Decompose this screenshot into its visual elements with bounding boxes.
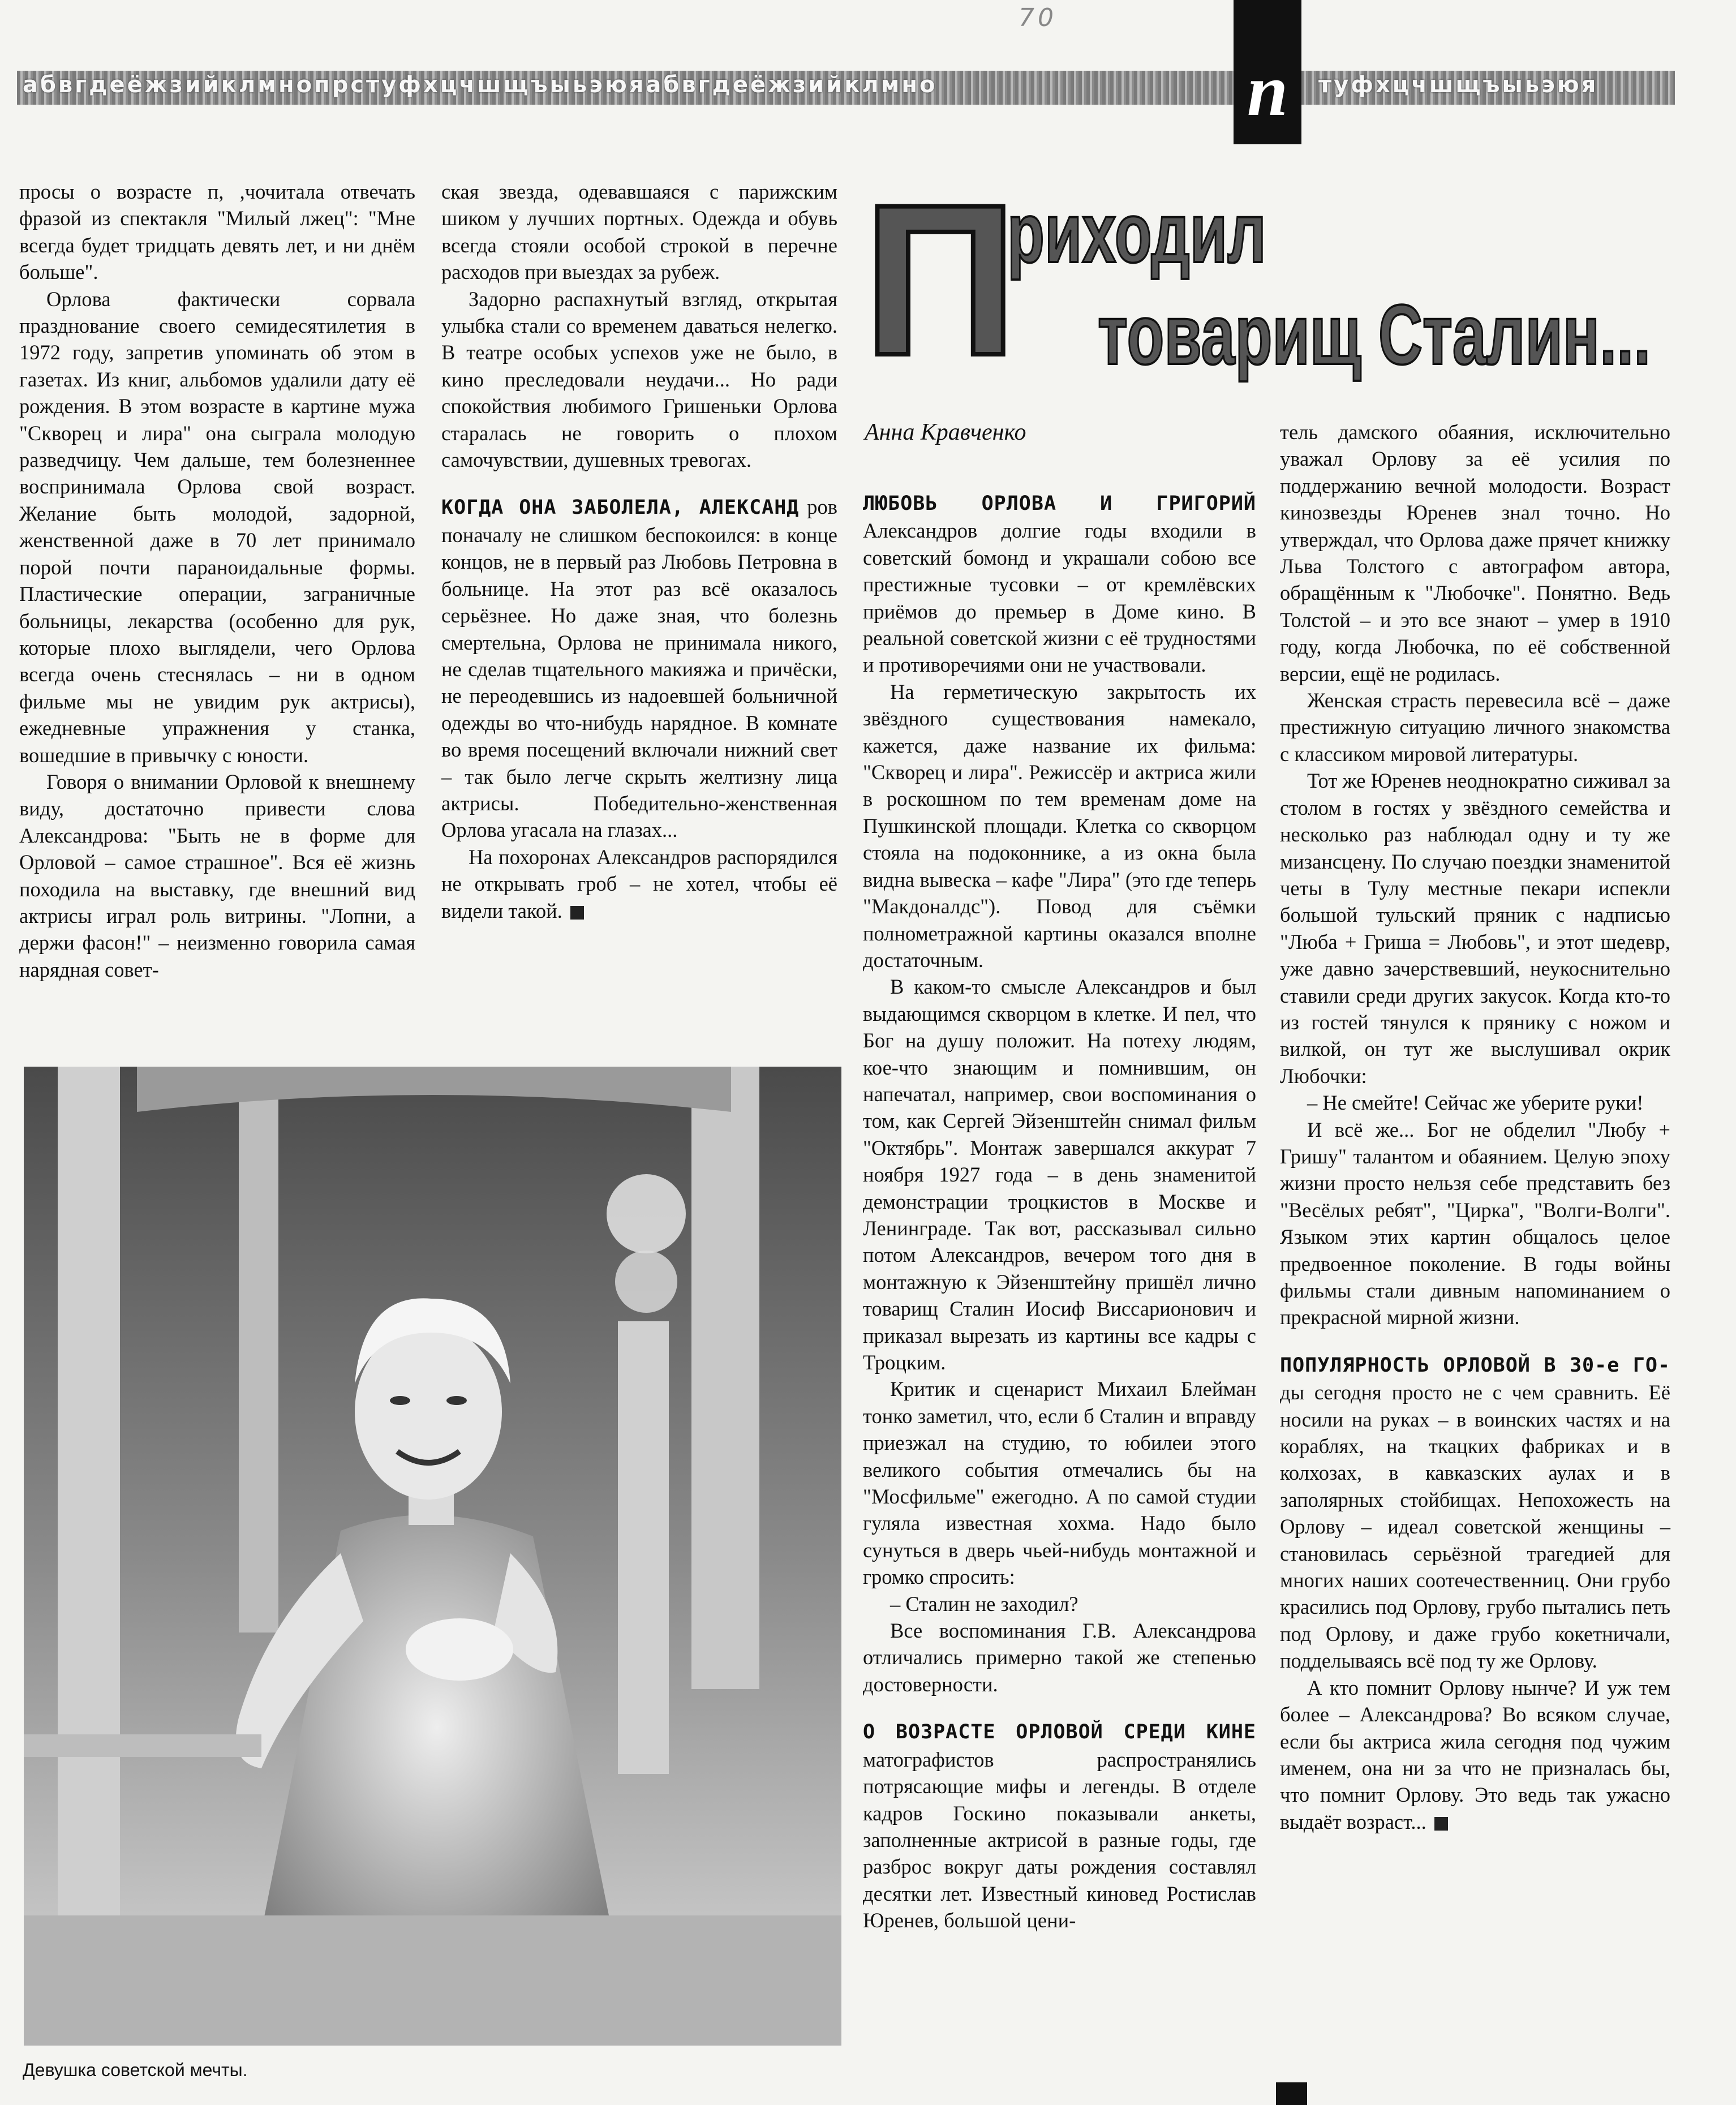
paragraph: В каком-то смысле Александров и был выдающимся скворцом в клетке. И пел, что Бог на душу положит. На потеху людям, кое-что знающим и помнившим, он напечатал, например, свои воспоминания о том, как Сергей Эйзенштейн снимал фильм "Октябрь". Монтаж завершался аккурат 7 ноября 1927 года – в день знаменитой демонстрации троцкистов в Москве и Ленинграде. Так вот, рассказывал сильно потом Александров, вечером того дня в монтажную к Эйзенштейну пришёл лично товарищ Сталин Иосиф Виссарионович и приказал вырезать из картины все кадры с Троцким. xyxy=(863,975,1256,1374)
paragraph: Тот же Юренев неоднократно сиживал за столом в гостях у звёздного семейства и несколько раз наблюдал одну и ту же мизансцену. По случаю поездки знаменитой четы в Тулу местные пекари испекли большой тульский пряник с надписью "Люба + Гриша = Любовь", и этот шедевр, уже давно зачерствевший, неукоснительно ставили среди других закусок. Когда кто-то из гостей тянулся к прянику с ножом и вилкой, он тут же выслушивал окрик Любочки: xyxy=(1280,769,1670,1088)
paragraph-text: матографистов распространялись потрясающие мифы и легенды. В отделе кадров Госкино показывали анкеты, заполненные актрисой в разные годы, где разброс вокруг даты рождения составлял десятки лет. Известный киновед Ростислав Юренев, большой цени- xyxy=(863,1747,1256,1932)
paragraph-text: Александров долгие годы входили в советский бомонд и украшали собою все престижные тусовки – от кремлёвских приёмов до премьер в Доме кино. В реальной советской жизни с её трудностями и противоречиями они не участвовали. xyxy=(863,519,1256,677)
article-photo xyxy=(24,1067,841,2046)
section-lead-in: КОГДА ОНА ЗАБОЛЕЛА, АЛЕКСАНД xyxy=(441,496,800,519)
paragraph xyxy=(441,493,837,843)
section-lead-in: ПОПУЛЯРНОСТЬ ОРЛОВОЙ В 30-е ГО- xyxy=(1280,1354,1670,1377)
paragraph xyxy=(863,489,1256,678)
column-4 xyxy=(1280,419,1670,1835)
paragraph: просы о возрасте п, ,чочитала отвечать фразой из спектакля "Милый лжец": "Мне всегда будет тридцать девять лет, и ни днём больше". xyxy=(19,180,415,284)
paragraph: Женская страсть перевесила всё – даже престижную ситуацию личного знакомства с классиком мировой литературы. xyxy=(1280,689,1670,766)
alphabet-strip xyxy=(17,71,1675,105)
alphabet-strip-left: абвгдеёжзийклмнопрстуфхцчшщъыьэюяабвгдеёжзийклмно xyxy=(23,72,938,98)
column-1 xyxy=(19,178,415,983)
headline-drop-cap: П xyxy=(863,160,1018,400)
paragraph: И всё же... Бог не обделил "Любу + Гришу" талантом и обаянием. Целую эпоху жизни просто нельзя себе представить без "Весёлых ребят", "Цирка", "Волги-Волги". Языком этих картин общалось целое предвоенное поколение. В годы войны фильмы стали дивным напоминанием о прекрасной мирной жизни. xyxy=(1280,1118,1670,1329)
paragraph xyxy=(1280,1351,1670,1674)
article-headline xyxy=(863,160,1655,402)
end-mark xyxy=(1434,1817,1448,1831)
paragraph: Критик и сценарист Михаил Блейман тонко заметил, что, если б Сталин и вправду приезжал на студию, то юбилеи этого великого события отмечались бы на "Мосфильме" ежегодно. А по самой студии гуляла известная хохма. Надо было сунуться в дверь чьей-нибудь монтажной и громко спросить: xyxy=(863,1377,1256,1589)
headline-line-1: риходил xyxy=(1007,185,1266,280)
handwritten-mark: 70 xyxy=(1019,3,1057,32)
paragraph: – Не смейте! Сейчас же уберите руки! xyxy=(1307,1091,1644,1115)
photo-caption: Девушка советской мечты. xyxy=(23,2060,248,2080)
paragraph-text: ды сегодня просто не с чем сравнить. Её носили на руках – в воинских частях и на кораблях, на ткацких фабриках и в колхозах, в кавказских аулах и в заполярных стойбищах. Непохожесть на Орлову – идеал советской женщины – становилась серьёзной трагедией для многих наших соотечественниц. Они грубо красились под Орлову, грубо пытались петь под Орлову, и даже грубо кокетничали, подделываясь всё под ту же Орлову. xyxy=(1280,1381,1670,1673)
section-letter: п xyxy=(1247,50,1288,131)
section-lead-in: ЛЮБОВЬ ОРЛОВА И ГРИГОРИЙ xyxy=(863,492,1256,515)
paragraph: Все воспоминания Г.В. Александрова отличались примерно такой же степенью достоверности. xyxy=(863,1619,1256,1696)
author-byline: Анна Кравченко xyxy=(865,419,1026,445)
paragraph-text: На похоронах Александров распорядился не открывать гроб – не хотел, чтобы её видели такой. xyxy=(441,845,837,922)
section-letter-block xyxy=(1234,0,1301,144)
paragraph: Говоря о внимании Орловой к внешнему виду, достаточно привести слова Александрова: "Быть не в форме для Орловой – самое страшное". Вся её жизнь походила на выставку, где внешний вид актрисы играл роль витрины. "Лопни, а держи фасон!" – неизменно говорила самая нарядная совет- xyxy=(19,770,415,981)
paragraph: Орлова фактически сорвала празднование своего семидесятилетия в 1972 году, запретив упоминать об этом в газетах. Из книг, альбомов удалили дату её рождения. В этом возрасте в картине мужа "Скворец и лира" она сыграла молодую разведчицу. Чем дальше, тем болезненнее воспринимала Орлова свой возраст. Желание быть молодой, задорной, женственной даже в 70 лет принимало порой почти параноидальные формы. Пластические операции, заграничные больницы, лекарства (особенно для рук, которые плохо выглядели, чего Орлова всегда очень стеснялась – ни в одном фильме мы не увидим рук актрисы), ежедневные упражнения у станка, вошедшие в привычку с юности. xyxy=(19,287,415,767)
paragraph: ская звезда, одевавшаяся с парижским шиком у лучших портных. Одежда и обувь всегда стояли особой строкой в перечне расходов при выездах за рубеж. xyxy=(441,180,837,284)
paragraph xyxy=(441,844,837,924)
paragraph: На герметическую закрытость их звёздного существования намекало, кажется, даже название их фильма: "Скворец и лира". Режиссёр и актриса жили в роскошном по тем временам доме на Пушкинской площади. Клетка со скворцом стояла на подоконнике, а из окна была видна вывеска – кафе "Лира" (это где теперь "Макдоналдс"). Повод для съёмки полнометражной картины оказался вполне достаточным. xyxy=(863,680,1256,972)
headline-line-2: товарищ Сталин... xyxy=(1098,287,1651,382)
alphabet-strip-right: туфхцчшщъыьэюя xyxy=(1318,72,1599,98)
column-3 xyxy=(863,489,1256,1934)
paragraph: – Сталин не заходил? xyxy=(890,1592,1078,1616)
end-mark xyxy=(570,906,584,920)
paragraph: Задорно распахнутый взгляд, открытая улыбка стали со временем даваться нелегко. В театре особых успехов уже не было, в кино преследовали неудачи... Но ради спокойствия любимого Гришеньки Орлова старалась не говорить о плохом самочувствии, душевных тревогах. xyxy=(441,287,837,472)
paragraph: тель дамского обаяния, исключительно уважал Орлову за её усилия по поддержанию вечной молодости. Возраст кинозвезды Юренев знал точно. Но утверждал, что Орлова даже прячет книжку Льва Толстого с автографом автора, обращённым к "Любочке". Понятно. Ведь Толстой – и это все знают – умер в 1910 году, когда Любочка, по её собственной версии, ещё не родилась. xyxy=(1280,420,1670,685)
column-2 xyxy=(441,178,837,924)
paragraph-text: ров поначалу не слишком беспокоился: в конце концов, не в первый раз Любовь Петровна в больнице. На этот раз всё оказалось серьёзнее. Но даже зная, что болезнь смертельна, Орлова не принимала никого, не сделав тщательного макияжа и причёски, не переодевшись из надоевшей больничной одежды во что-нибудь нарядное. В комнате во время посещений включали нижний свет – так было легче скрыть желтизну лица актрисы. Победительно-женственная Орлова угасала на глазах... xyxy=(441,495,837,842)
paragraph xyxy=(863,1718,1256,1934)
photo-illustration xyxy=(24,1067,841,2046)
paragraph-text: А кто помнит Орлову нынче? И уж тем более – Александрова? Во всяком случае, если бы актриса жила сегодня под чужим именем, она ни за что не призналась бы, что помнит Орлову. Это ведь так ужасно выдаёт возраст... xyxy=(1280,1676,1670,1833)
section-lead-in: О ВОЗРАСТЕ ОРЛОВОЙ СРЕДИ КИНЕ xyxy=(863,1721,1256,1744)
page-corner-mark xyxy=(1276,2082,1307,2105)
paragraph xyxy=(1280,1674,1670,1835)
